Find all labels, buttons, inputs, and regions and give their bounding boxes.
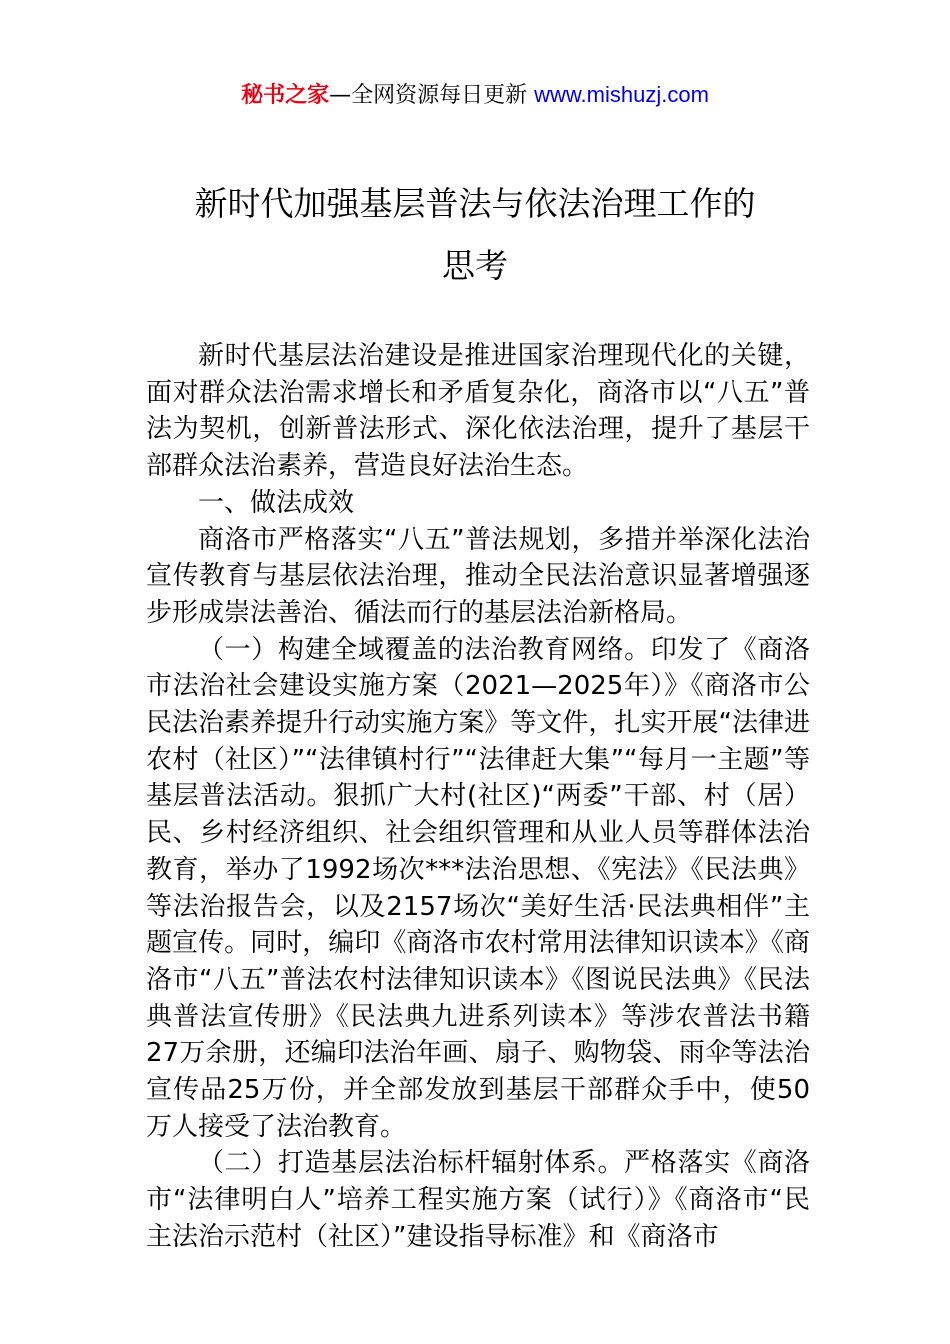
document-title-line-2: 思考 (442, 246, 508, 285)
section-intro-paragraph: 商洛市严格落实“八五”普法规划，多措并举深化法治宣传教育与基层依法治理，推动全民法治意识显著增强逐步形成崇法善治、循法而行的基层法治新格局。 (146, 524, 810, 628)
section-heading: 一、做法成效 (198, 487, 355, 518)
document-title (0, 173, 950, 297)
document-body (146, 338, 810, 1256)
site-brand[interactable]: 秘书之家 (241, 83, 330, 108)
document-title-line-1: 新时代加强基层普法与依法治理工作的 (194, 184, 756, 223)
site-url-link[interactable]: www.mishuzj.com (534, 82, 709, 107)
site-header (0, 80, 950, 111)
subsection-1-paragraph: （一）构建全域覆盖的法治教育网络。印发了《商洛市法治社会建设实施方案（2021—2025年）》《商洛市公民法治素养提升行动实施方案》等文件，扎实开展“法律进农村（社区）”“法律镇村行”“法律赶大集”“每月一主题”等基层普法活动。狠抓广大村(社区)“两委”干部、村（居）民、乡村经济组织、社会组织管理和从业人员等群体法治教育，举办了1992场次***法治思想、《宪法》《民法典》等法治报告会，以及2157场次“美好生活·民法典相伴”主题宣传。同时，编印《商洛市农村常用法律知识读本》《商洛市“八五”普法农村法律知识读本》《图说民法典》《民法典普法宣传册》《民法典九进系列读本》等涉农普法书籍27万余册，还编印法治年画、扇子、购物袋、雨伞等法治宣传品25万份，并全部发放到基层干部群众手中，使50万人接受了法治教育。 (146, 634, 810, 1142)
site-tagline: —全网资源每日更新 (329, 83, 535, 108)
subsection-2-paragraph: （二）打造基层法治标杆辐射体系。严格落实《商洛市“法律明白人”培养工程实施方案（试行）》《商洛市“民主法治示范村（社区）”建设指导标准》和《商洛市 (146, 1148, 810, 1252)
intro-paragraph: 新时代基层法治建设是推进国家治理现代化的关键，面对群众法治需求增长和矛盾复杂化，商洛市以“八五”普法为契机，创新普法形式、深化依法治理，提升了基层干部群众法治素养，营造良好法治生态。 (146, 341, 810, 482)
